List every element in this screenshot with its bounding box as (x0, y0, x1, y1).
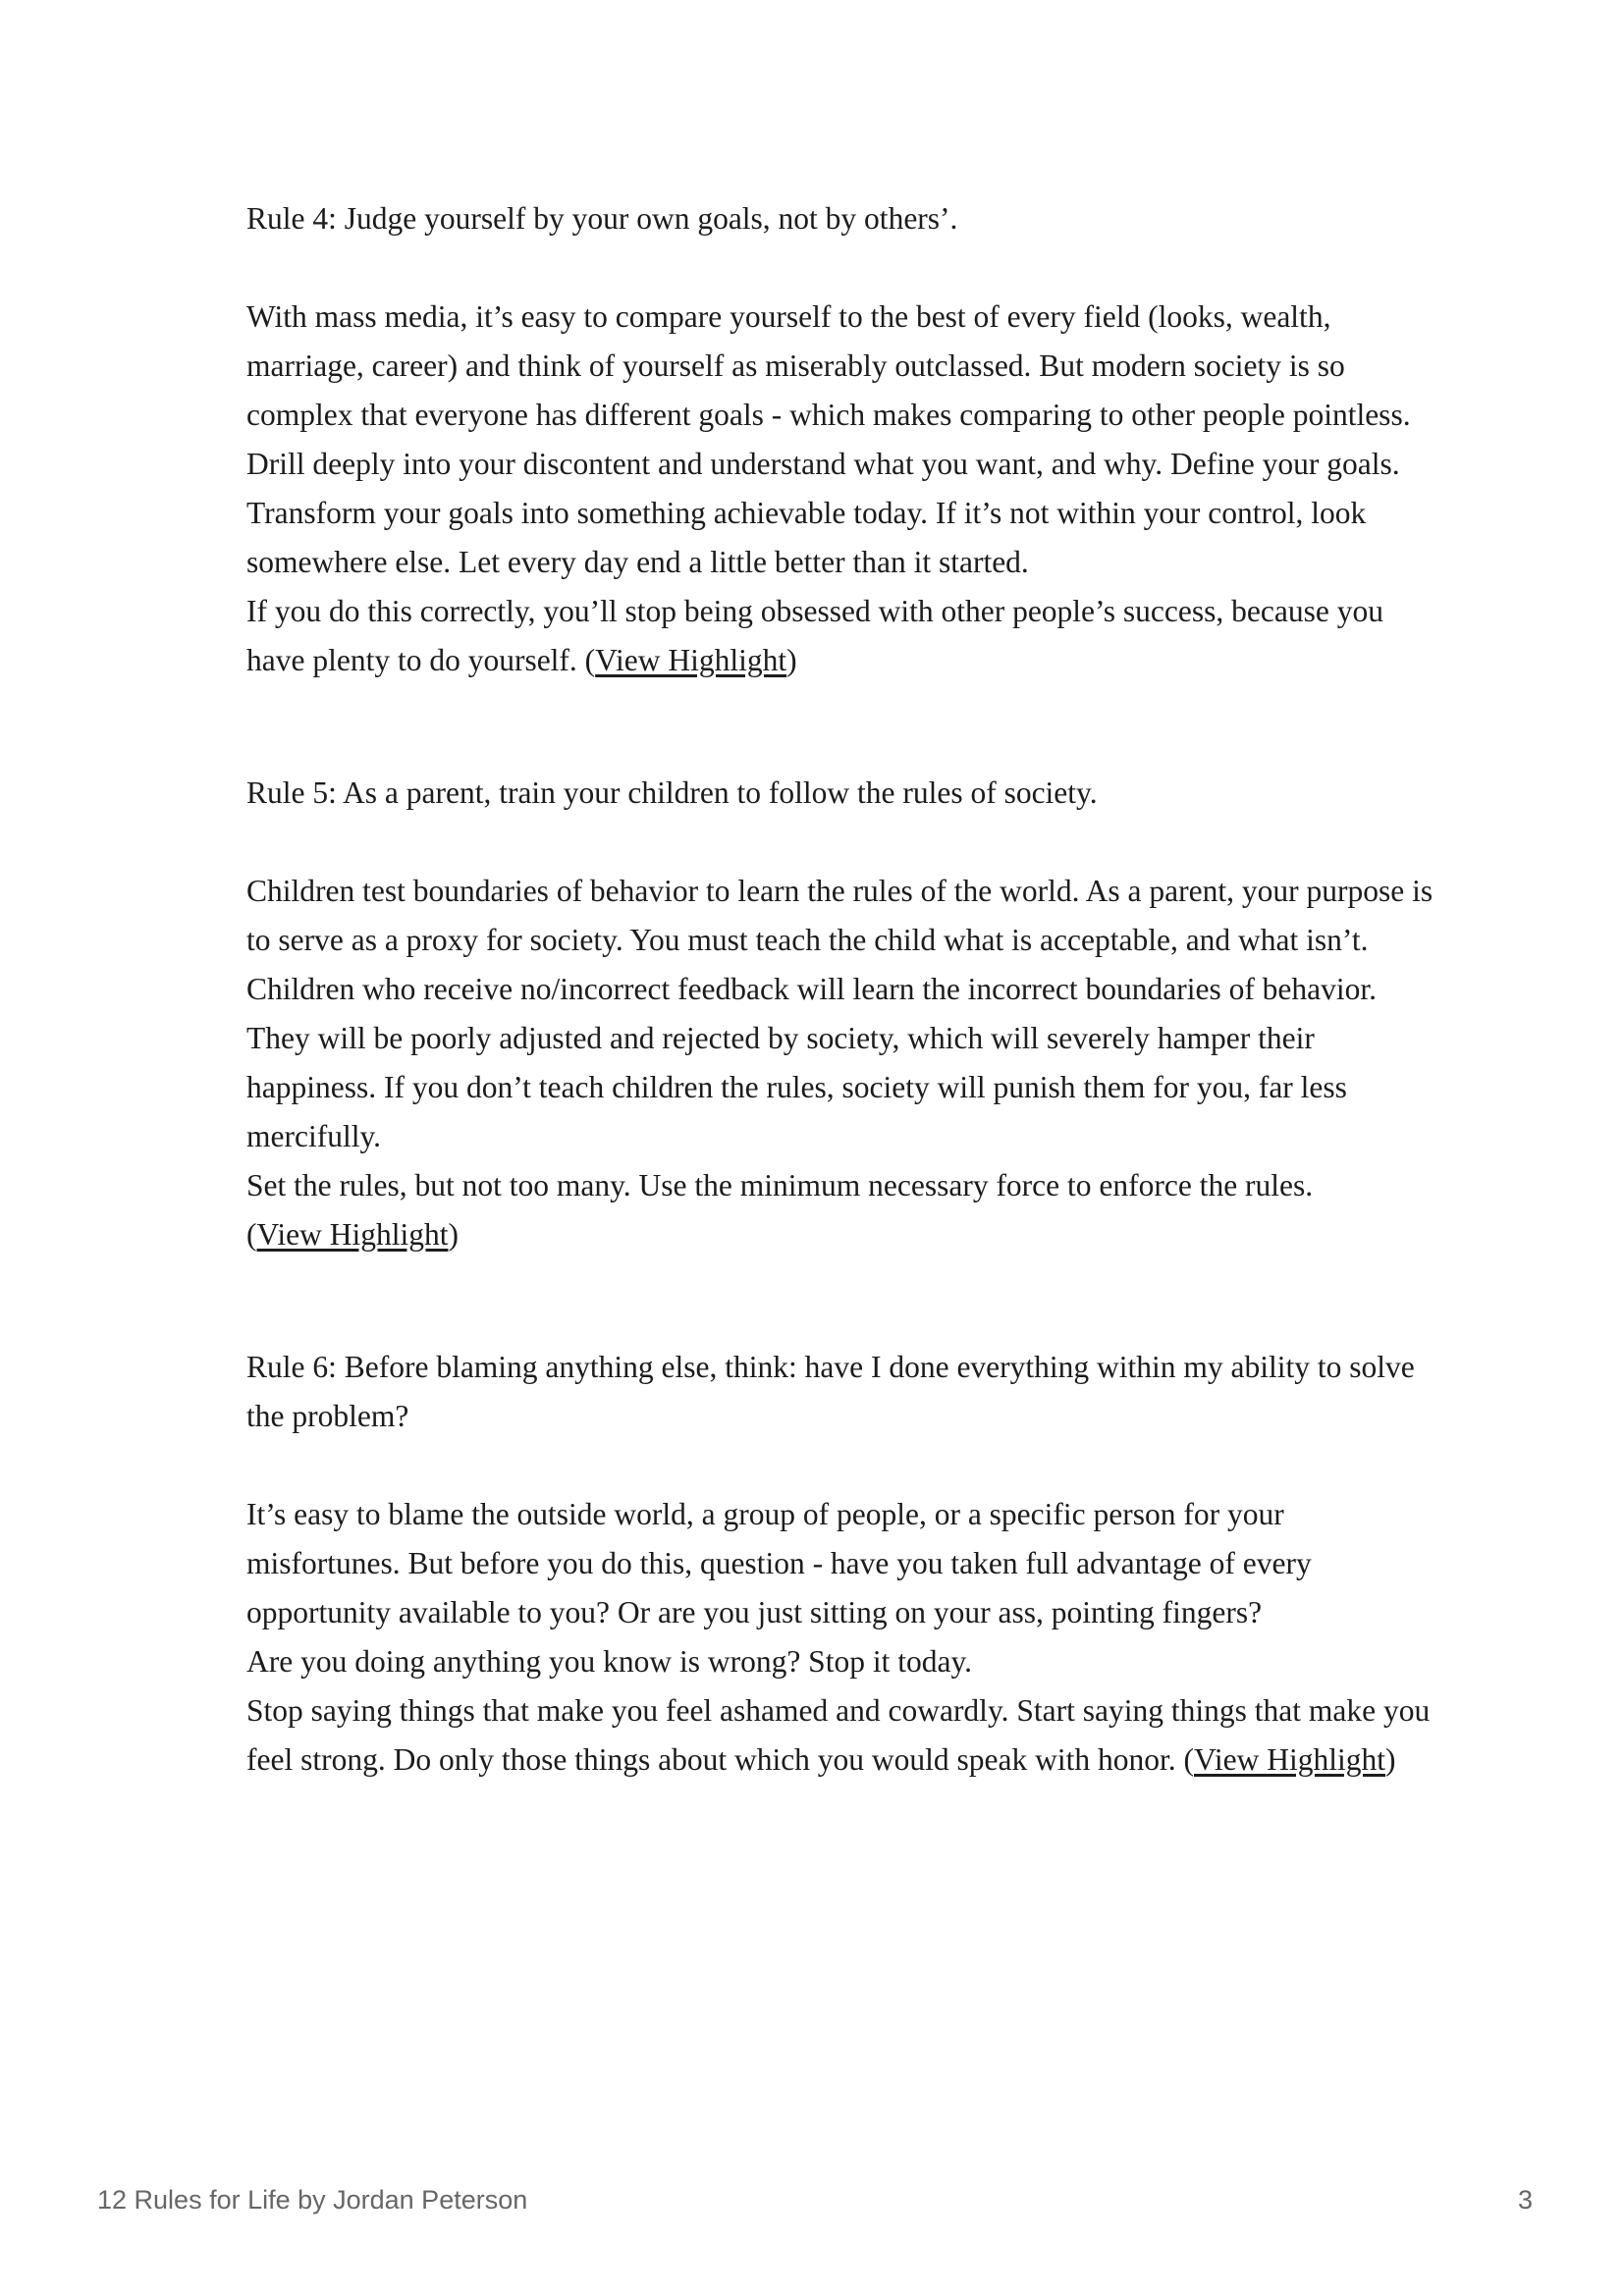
rule-4-title: Rule 4: Judge yourself by your own goals, not by others’. (246, 201, 958, 236)
rule-4-paragraph-with-link (246, 587, 1444, 685)
rule-4-paragraph: With mass media, it’s easy to compare yourself to the best of every field (looks, wealth, marriage, career) and think of yourself as miserably outclassed. But modern society is so complex that everyone has different goals - which makes comparing to other people pointless. (246, 299, 1411, 432)
rule-4-paragraph: Transform your goals into something achievable today. If it’s not within your control, look somewhere else. Let every day end a little better than it started. (246, 496, 1367, 579)
rule-6-paragraph: Are you doing anything you know is wrong? Stop it today. (246, 1644, 973, 1679)
view-highlight-link[interactable]: View Highlight (1194, 1742, 1385, 1777)
rule-6-title: Rule 6: Before blaming anything else, think: have I done everything within my ability to solve the problem? (246, 1350, 1415, 1433)
rule-5-section (246, 769, 1444, 1259)
rule-6-paragraph: It’s easy to blame the outside world, a group of people, or a specific person for your misfortunes. But before you do this, question - have you taken full advantage of every opportunity available to you? Or are you just sitting on your ass, pointing fingers? (246, 1497, 1312, 1629)
rule-6-section (246, 1343, 1444, 1785)
rule-4-paragraph: Drill deeply into your discontent and understand what you want, and why. Define your goals. (246, 447, 1400, 481)
rule-4-section (246, 194, 1444, 685)
view-highlight-link[interactable]: View Highlight (595, 643, 787, 677)
rule-6-paragraph-with-link (246, 1686, 1444, 1785)
rule-5-paragraph: Children who receive no/incorrect feedback will learn the incorrect boundaries of behavior. They will be poorly adjusted and rejected by society, which will severely hamper their happiness. If you don’t teach children the rules, society will punish them for you, far less mercifully. (246, 972, 1378, 1153)
rule-6-paragraph-text: Stop saying things that make you feel ashamed and cowardly. Start saying things that make you feel strong. Do only those things about which you would speak with honor. (246, 1693, 1431, 1777)
rule-5-paragraph-with-link (246, 1161, 1444, 1259)
view-highlight-wrapper: (View Highlight) (246, 1217, 459, 1252)
rule-5-paragraph: Children test boundaries of behavior to learn the rules of the world. As a parent, your purpose is to serve as a proxy for society. You must teach the child what is acceptable, and what isn’t. (246, 874, 1434, 957)
page-content (246, 194, 1444, 1785)
view-highlight-wrapper: (View Highlight) (584, 643, 797, 677)
footer-page-number: 3 (1517, 2185, 1533, 2215)
rule-5-paragraph-text: Set the rules, but not too many. Use the minimum necessary force to enforce the rules. (246, 1168, 1314, 1202)
footer-book-title: 12 Rules for Life by Jordan Peterson (97, 2185, 528, 2215)
rule-5-title: Rule 5: As a parent, train your children to follow the rules of society. (246, 775, 1098, 810)
rule-4-paragraph-text: If you do this correctly, you’ll stop being obsessed with other people’s success, because you have plenty to do yourself. (246, 594, 1383, 677)
view-highlight-link[interactable]: View Highlight (256, 1217, 449, 1252)
view-highlight-wrapper: (View Highlight) (1183, 1742, 1396, 1777)
